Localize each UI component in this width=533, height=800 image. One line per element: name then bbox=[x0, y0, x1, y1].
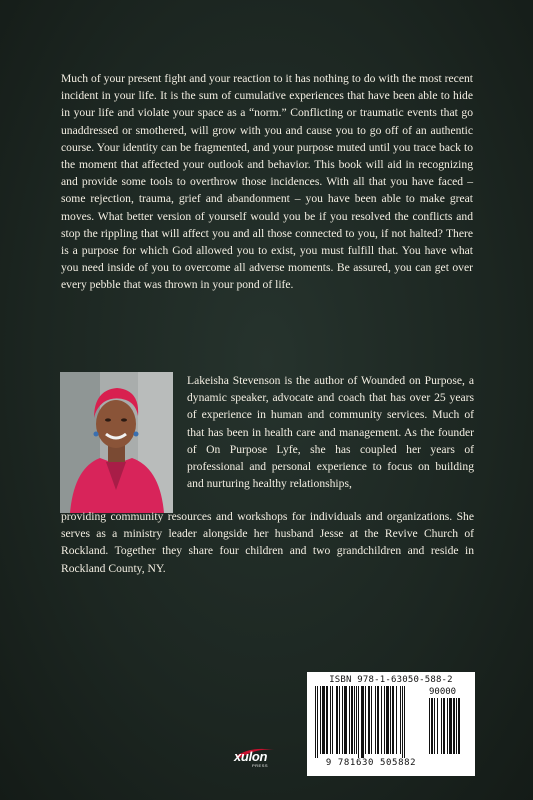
isbn-label: ISBN 978-1-63050-588-2 bbox=[329, 675, 453, 685]
publisher-logo bbox=[234, 746, 286, 770]
publisher-sub: PRESS bbox=[252, 763, 269, 768]
barcode-panel bbox=[307, 672, 475, 776]
price-code: 90000 bbox=[429, 687, 457, 697]
ean-barcode bbox=[315, 686, 427, 758]
author-photo bbox=[60, 372, 173, 513]
book-blurb: Much of your present fight and your reaction to it has nothing to do with the most recent incident in your life. It is the sum of cumulative experiences that have been able to hide in your life and violate your space as a “norm.” Conflicting or traumatic events that go unaddressed or smothered, will grow with you and cause you to go off of an authentic course. Your identity can be fragmented, and your purpose muted until you trace back to the moment that affected your outlook and behavior. This book will aid in recognizing and provide some tools to overthrow those incidences. With all that you have faced – some rejection, trauma, grief and abandonment – you have been able to make great moves. What better version of yourself would you be if you resolved the conflicts and stop the rippling that will affect you and all those connected to you, if not halted? There is a purpose for which God allowed you to exist, you must fulfill that. You have what you need inside of you to overcome all adverse moments. Be assured, you can get over every pebble that was thrown in your pond of life. bbox=[61, 72, 473, 292]
author-bio: Lakeisha Stevenson is the author of Wounded on Purpose, a dynamic speaker, advocate and coach that has over 25 years of experience in human and community services. Much of that has been in health care and management. As the founder of On Purpose Lyfe, she has coupled her years of professional and personal experience to focus on building and nurturing healthy relationships, bbox=[187, 374, 474, 491]
publisher-name: xulon bbox=[234, 749, 268, 764]
price-barcode bbox=[429, 698, 469, 758]
author-bio-continued: providing community resources and workshops for individuals and organizations. She serves as a ministry leader alongside her husband Jesse at the Revive Church of Rockland. Together they share four children and two grandchildren and reside in Rockland County, NY. bbox=[61, 510, 474, 575]
ean-digits: 9 781630 505882 bbox=[325, 758, 417, 768]
